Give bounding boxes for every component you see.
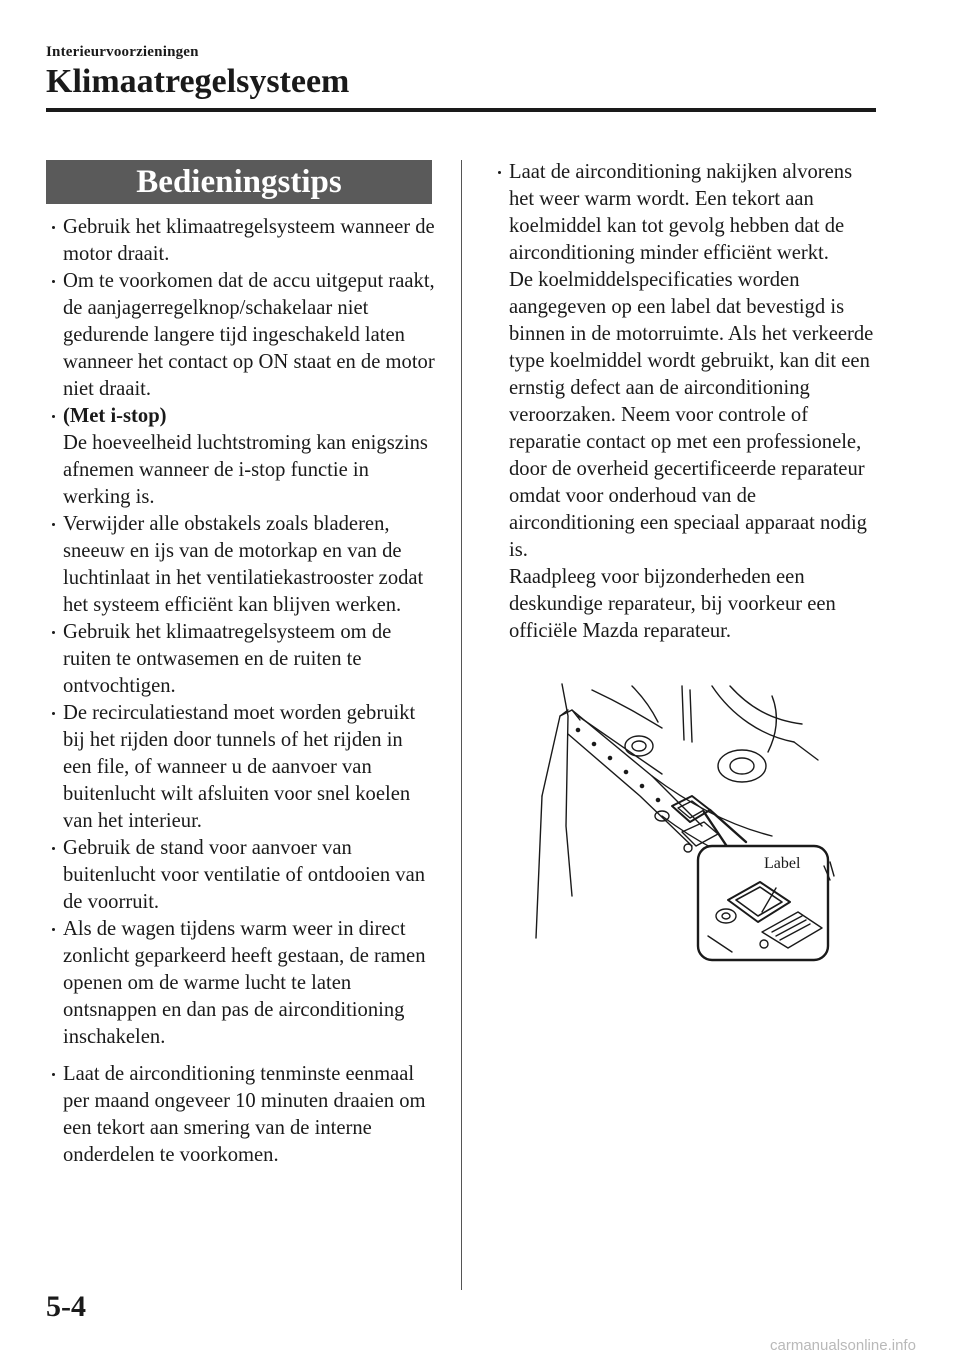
tip-item xyxy=(492,159,878,645)
bullet-dot xyxy=(52,631,55,634)
right-column xyxy=(492,159,878,645)
tip-item xyxy=(46,700,436,835)
tip-item xyxy=(46,268,436,403)
tip-item xyxy=(46,916,436,1051)
tip-item xyxy=(46,403,436,511)
tip-text: De recirculatiestand moet worden gebruikt bij het rijden door tunnels of het rijden in een file, of wanneer u de aanvoer van buitenlucht wilt afsluiten voor snel koelen van het interieur. xyxy=(63,702,416,832)
page-number: 5-4 xyxy=(46,1290,86,1323)
tip-item xyxy=(46,214,436,268)
tip-text: Raadpleeg voor bijzonderheden een deskundige reparateur, bij voorkeur een officiële Mazda reparateur. xyxy=(509,566,836,642)
tip-text: Om te voorkomen dat de accu uitgeput raakt, de aanjagerregelknop/schakelaar niet gedurende langere tijd ingeschakeld laten wanneer het contact op ON staat en de motor niet draait. xyxy=(63,270,435,400)
header-rule xyxy=(46,108,876,112)
engine-bay-label-illustration xyxy=(532,676,838,962)
bullet-dot xyxy=(52,415,55,418)
tip-text: De hoeveelheid luchtstroming kan enigszins afnemen wanneer de i-stop functie in werking is. xyxy=(63,432,428,508)
tip-item xyxy=(46,1061,436,1169)
figure-callout-label: Label xyxy=(764,855,801,872)
section-banner: Bedieningstips xyxy=(46,160,432,204)
tip-heading: (Met i-stop) xyxy=(63,405,167,427)
tip-text: Laat de airconditioning nakijken alvorens het weer warm wordt. Een tekort aan koelmiddel kan tot gevolg hebben dat de airconditioning minder efficiënt werkt. xyxy=(509,161,853,264)
tip-text: Laat de airconditioning tenminste eenmaal per maand ongeveer 10 minuten draaien om een tekort aan smering van de interne onderdelen te voorkomen. xyxy=(63,1063,426,1166)
tip-text: Gebruik het klimaatregelsysteem om de ruiten te ontwasemen en de ruiten te ontvochtigen. xyxy=(63,621,392,697)
tip-text: Verwijder alle obstakels zoals bladeren, sneeuw en ijs van de motorkap en van de luchtinlaat in het ventilatiekastrooster zodat het systeem efficiënt kan blijven werken. xyxy=(63,513,424,616)
tip-item xyxy=(46,511,436,619)
chapter-title: Klimaatregelsysteem xyxy=(46,63,350,100)
bullet-dot xyxy=(52,847,55,850)
bullet-dot xyxy=(498,171,501,174)
bullet-dot xyxy=(52,280,55,283)
tip-text: Gebruik de stand voor aanvoer van buitenlucht voor ventilatie of ontdooien van de voorruit. xyxy=(63,837,426,913)
left-column xyxy=(46,214,436,1169)
tip-text: Gebruik het klimaatregelsysteem wanneer de motor draait. xyxy=(63,216,435,265)
section-label: Interieurvoorzieningen xyxy=(46,44,199,60)
bullet-dot xyxy=(52,712,55,715)
tip-item xyxy=(46,619,436,700)
column-divider xyxy=(461,160,462,1290)
bullet-dot xyxy=(52,928,55,931)
tip-item xyxy=(46,835,436,916)
tip-text: De koelmiddelspecificaties worden aangegeven op een label dat bevestigd is binnen in de motorruimte. Als het verkeerde type koelmiddel wordt gebruikt, kan dit een ernstig defect aan de airconditioning veroorzaken. Neem voor controle of reparatie contact op met een professionele, door de overheid gecertificeerde reparateur omdat voor onderhoud van de airconditioning een speciaal apparaat nodig is. xyxy=(509,269,874,561)
bullet-dot xyxy=(52,226,55,229)
bullet-dot xyxy=(52,523,55,526)
watermark: carmanualsonline.info xyxy=(770,1337,916,1354)
tip-text: Als de wagen tijdens warm weer in direct zonlicht geparkeerd heeft gestaan, de ramen openen om de warme lucht te laten ontsnappen en dan pas de airconditioning inschakelen. xyxy=(63,918,426,1048)
bullet-dot xyxy=(52,1073,55,1076)
